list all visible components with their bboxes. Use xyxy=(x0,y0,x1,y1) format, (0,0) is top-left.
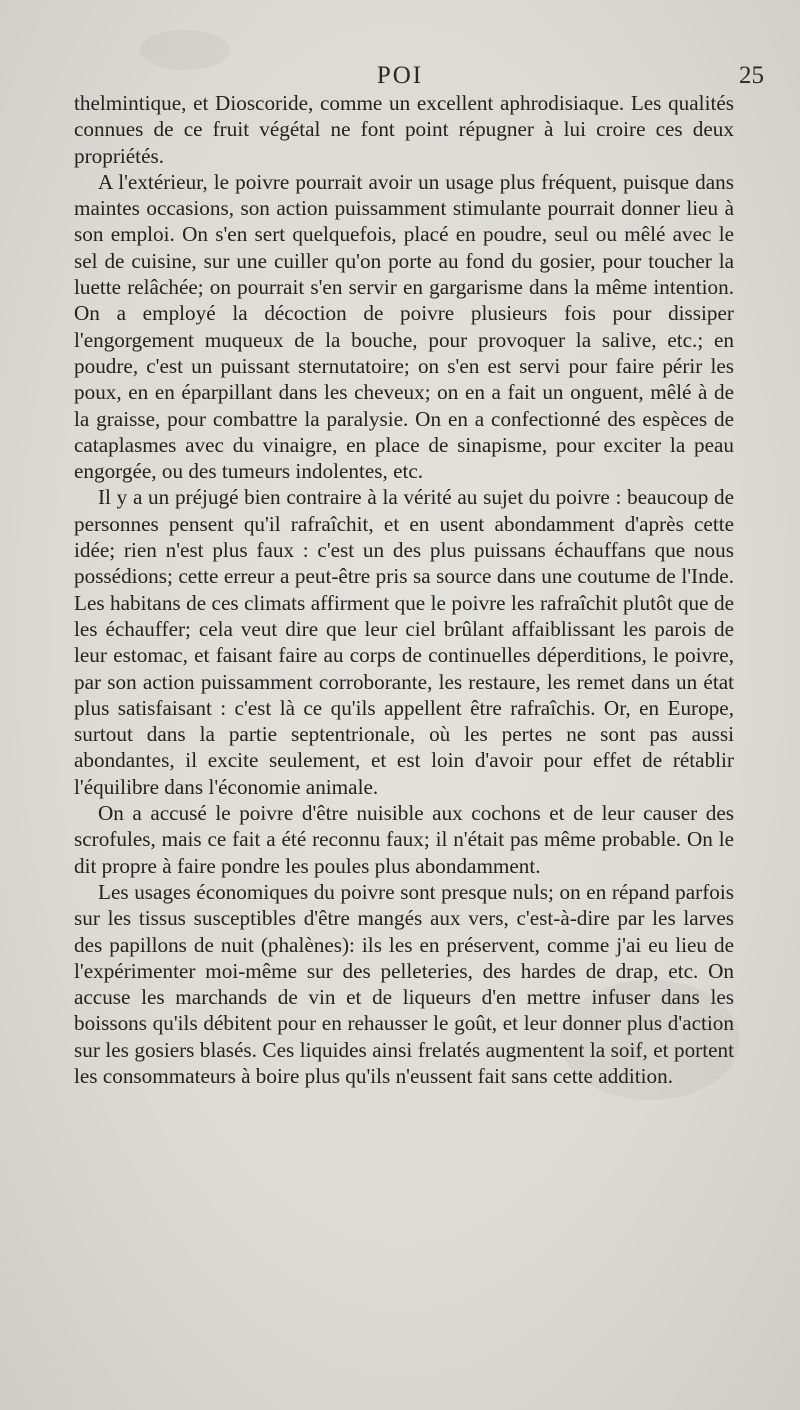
paragraph: Il y a un préjugé bien contraire à la vérité au sujet du poivre : beaucoup de personnes pensent qu'il rafraîchit, et en usent abondamment d'après cette idée; rien n'est plus faux : c'est un des plus puissans échauffans que nous possédions; cette erreur a peut-être pris sa source dans une coutume de l'Inde. Les habitans de ces climats affirment que le poivre les rafraîchit plutôt que de les échauffer; cela veut dire que leur ciel brûlant affaiblissant les parois de leur estomac, et faisant faire au corps de continuelles déperditions, le poivre, par son action puissamment corroborante, les restaure, les remet dans un état plus satisfaisant : c'est là ce qu'ils appellent être rafraîchis. Or, en Europe, surtout dans la partie septentrionale, où les pertes ne sont pas aussi abondantes, il excite seulement, et est loin d'avoir pour effet de rétablir l'équilibre dans l'économie animale. xyxy=(74,485,734,799)
paragraph: thelmintique, et Dioscoride, comme un excellent aphrodisiaque. Les qualités connues de ce fruit végétal ne font point répugner à lui croire ces deux propriétés. xyxy=(74,91,734,168)
paragraph: On a accusé le poivre d'être nuisible aux cochons et de leur causer des scrofules, mais ce fait a été reconnu faux; il n'était pas même probable. On le dit propre à faire pondre les poules plus abondamment. xyxy=(74,801,734,878)
body-text xyxy=(74,90,734,1089)
paragraph: A l'extérieur, le poivre pourrait avoir un usage plus fréquent, puisque dans maintes occasions, son action puissamment stimulante pourrait donner lieu à son emploi. On s'en sert quelquefois, placé en poudre, seul ou mêlé avec le sel de cuisine, sur une cuiller qu'on porte au fond du gosier, pour toucher la luette relâchée; on pourrait s'en servir en gargarisme dans la même intention. On a employé la décoction de poivre plusieurs fois pour dissiper l'engorgement muqueux de la bouche, pour provoquer la salive, etc.; en poudre, c'est un puissant sternutatoire; on s'en est servi pour faire périr les poux, en en éparpillant dans les cheveux; on en a fait un onguent, mêlé à de la graisse, pour combattre la paralysie. On en a confectionné des espèces de cataplasmes avec du vinaigre, en place de sinapisme, pour exciter la peau engorgée, ou des tumeurs indolentes, etc. xyxy=(74,169,734,484)
paragraph: Les usages économiques du poivre sont presque nuls; on en répand parfois sur les tissus susceptibles d'être mangés aux vers, c'est-à-dire par les larves des papillons de nuit (phalènes): ils les en préservent, comme j'ai eu lieu de l'expérimenter moi-même sur des pelleteries, des hardes de drap, etc. On accuse les marchands de vin et de liqueurs d'en mettre infuser dans les boissons qu'ils débitent pour en rehausser le goût, et leur donner plus d'action sur les gosiers blasés. Ces liquides ainsi frelatés augmentent la soif, et portent les consommateurs à boire plus qu'ils n'eussent fait sans cette addition. xyxy=(74,879,734,1088)
page-number: 25 xyxy=(739,62,764,89)
running-head xyxy=(0,62,800,92)
running-head-title: POI xyxy=(376,62,424,89)
